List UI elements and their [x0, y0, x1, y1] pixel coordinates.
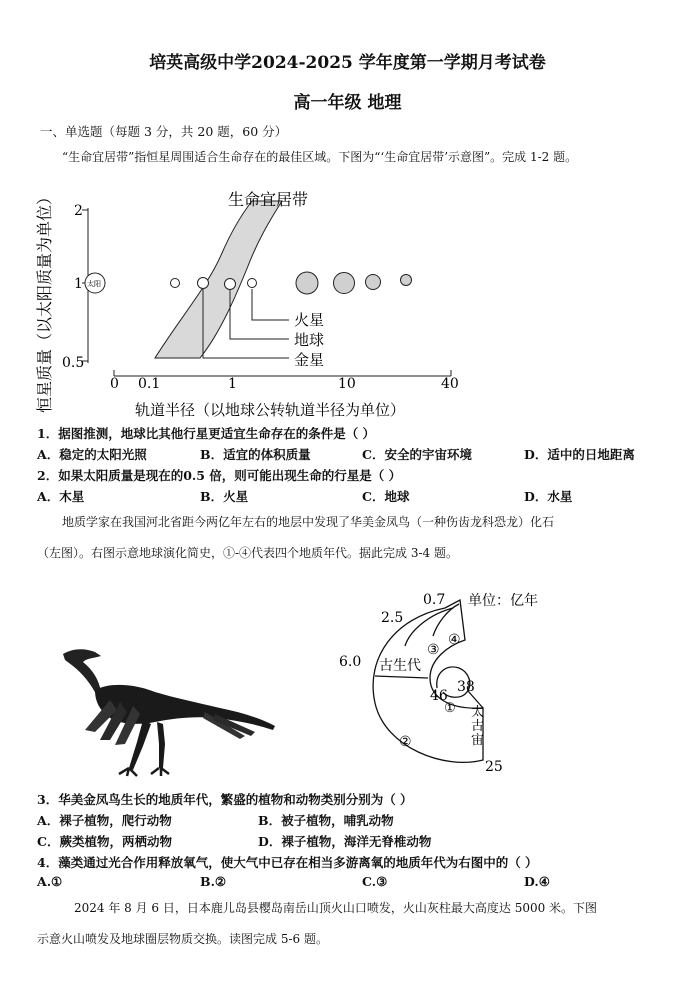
planet-mars — [248, 279, 257, 288]
eon-label-2: 古 — [471, 719, 485, 734]
y-tick-1: 1 — [74, 276, 83, 292]
callout-mars: 火星 — [294, 311, 325, 329]
x-axis-label: 轨道半径（以地球公转轨道半径为单位） — [135, 401, 406, 419]
age-46: 46 — [430, 688, 448, 704]
intro-text-3-line1: 2024 年 8 月 6 日，日本鹿儿岛县樱岛南岳山顶火山口喷发，火山灰柱最大高度达 5000 米。下图 — [74, 901, 598, 915]
age-0-7: 0.7 — [423, 592, 446, 608]
geologic-spiral-figure — [335, 588, 560, 778]
page-title: 培英高级中学2024-2025 学年度第一学期月考试卷 — [149, 53, 546, 73]
planet-uranus — [366, 275, 381, 290]
q2-option-a[interactable]: A．木星 — [37, 489, 85, 504]
x-tick-40: 40 — [441, 376, 459, 392]
callout-earth: 地球 — [294, 331, 325, 349]
eon-label-3: 宙 — [471, 733, 485, 748]
q3-option-c[interactable]: C．蕨类植物，两栖动物 — [37, 834, 172, 849]
q3-option-a[interactable]: A．裸子植物，爬行动物 — [37, 813, 172, 828]
q4-option-c[interactable]: C.③ — [362, 874, 388, 889]
planet-jupiter — [296, 272, 318, 294]
q4-option-a[interactable]: A.① — [37, 874, 63, 889]
q3-option-d[interactable]: D．裸子植物，海洋无脊椎动物 — [258, 834, 432, 849]
x-tick-1: 1 — [228, 376, 237, 392]
intro-text-1: “生命宜居带”指恒星周围适合生命存在的最佳区域。下图为“‘生命宜居带’示意图”。完成 1-2 题。 — [62, 150, 578, 164]
q1-option-d[interactable]: D．适中的日地距离 — [524, 447, 635, 462]
callout-venus: 金星 — [294, 351, 325, 369]
dinosaur-fossil-image — [55, 640, 280, 780]
y-tick-0-5: 0.5 — [62, 355, 85, 371]
q4-option-d[interactable]: D.④ — [524, 874, 550, 889]
planet-earth — [225, 279, 236, 290]
y-axis-label: 恒星质量（以太阳质量为单位） — [35, 188, 54, 413]
q4-stem: 4．藻类通过光合作用释放氧气，使大气中已存在相当多游离氧的地质年代为右图中的（ ） — [37, 855, 538, 870]
q1-option-c[interactable]: C．安全的宇宙环境 — [362, 447, 472, 462]
eon-label-1: 太 — [471, 705, 485, 720]
intro-text-2-line1: 地质学家在我国河北省距今两亿年左右的地层中发现了华美金凤鸟（一种伤齿龙科恐龙）化石 — [62, 515, 555, 529]
era-1: ① — [444, 701, 456, 716]
planet-neptune — [401, 275, 412, 286]
age-38: 38 — [457, 679, 475, 695]
x-tick-10: 10 — [338, 376, 356, 392]
band-label: 生命宜居带 — [228, 190, 309, 209]
planet-saturn — [334, 273, 355, 294]
habitable-zone-figure — [30, 168, 470, 423]
x-tick-0-1: 0.1 — [138, 376, 161, 392]
q2-option-b[interactable]: B．火星 — [200, 489, 249, 504]
x-tick-0: 0 — [110, 376, 119, 392]
planet-mercury — [171, 279, 180, 288]
planet-venus — [198, 278, 209, 289]
q1-option-a[interactable]: A．稳定的太阳光照 — [37, 447, 147, 462]
era-4: ④ — [448, 632, 461, 648]
q3-option-b[interactable]: B．被子植物，哺乳动物 — [258, 813, 394, 828]
q3-stem: 3．华美金凤鸟生长的地质年代，繁盛的植物和动物类别分别为（ ） — [37, 792, 413, 807]
age-25: 25 — [485, 759, 503, 775]
q2-option-c[interactable]: C．地球 — [362, 489, 410, 504]
q2-stem: 2．如果太阳质量是现在的0.5 倍，则可能出现生命的行星是（ ） — [37, 468, 402, 483]
era-paleozoic: 古生代 — [379, 658, 421, 674]
era-2: ② — [399, 734, 412, 750]
q2-option-d[interactable]: D．水星 — [524, 489, 573, 504]
intro-text-3-line2: 示意火山喷发及地球圈层物质交换。读图完成 5-6 题。 — [37, 932, 328, 946]
era-3: ③ — [427, 642, 440, 658]
age-2-5: 2.5 — [381, 610, 404, 626]
q1-option-b[interactable]: B．适宜的体积质量 — [200, 447, 311, 462]
q1-stem: 1．据图推测，地球比其他行星更适宜生命存在的条件是（ ） — [37, 426, 376, 441]
section-heading: 一、单选题（每题 3 分，共 20 题，60 分） — [40, 124, 288, 139]
y-tick-2: 2 — [74, 203, 83, 219]
intro-text-2-line2: （左图）。右图示意地球演化简史，①-④代表四个地质年代。据此完成 3-4 题。 — [37, 546, 459, 560]
sun-label: 太阳 — [87, 280, 101, 288]
page-subtitle: 高一年级 地理 — [293, 93, 402, 113]
q4-option-b[interactable]: B.② — [200, 874, 227, 889]
unit-label: 单位：亿年 — [468, 593, 538, 609]
age-6-0: 6.0 — [339, 654, 362, 670]
